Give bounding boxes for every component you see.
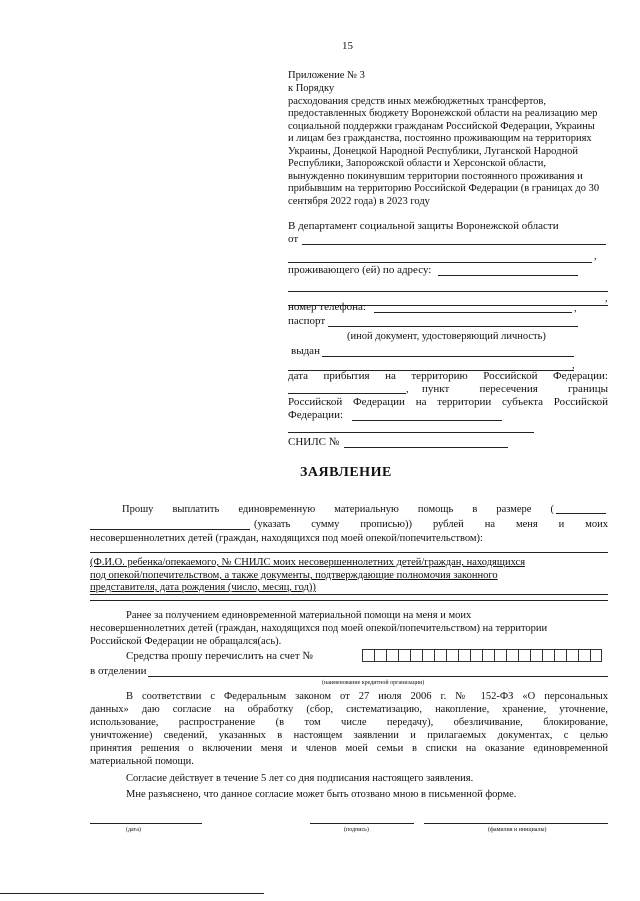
arrival-region-field[interactable] bbox=[352, 420, 502, 421]
passport-field[interactable] bbox=[328, 326, 578, 327]
appendix-line: Приложение № 3 bbox=[288, 70, 365, 81]
appendix-line: сентября 2022 года) в 2023 году bbox=[288, 196, 430, 207]
request-line-2: (указать сумму прописью)) рублей на меня и моих bbox=[254, 519, 608, 530]
account-digit-cell[interactable] bbox=[506, 649, 518, 662]
from-field-2[interactable] bbox=[288, 262, 592, 263]
address-field[interactable] bbox=[438, 275, 578, 276]
date-label: (дата) bbox=[126, 827, 141, 833]
arrival-line-4: Федерации: bbox=[288, 409, 344, 421]
account-digit-cell[interactable] bbox=[530, 649, 542, 662]
phone-label: номер телефона: bbox=[288, 301, 366, 313]
phone-field[interactable] bbox=[374, 312, 572, 313]
account-digit-cell[interactable] bbox=[566, 649, 578, 662]
account-digit-cell[interactable] bbox=[446, 649, 458, 662]
snils-label: СНИЛС № bbox=[288, 436, 340, 448]
children-note-3: представителя, дата рождения (число, месяц, год)) bbox=[90, 582, 316, 593]
account-digit-cell[interactable] bbox=[554, 649, 566, 662]
consent-revocation: Мне разъяснено, что данное согласие может быть отозвано мною в письменной форме. bbox=[126, 789, 517, 800]
other-doc-note: (иной документ, удостоверяющий личность) bbox=[347, 331, 546, 342]
children-field-1[interactable] bbox=[90, 552, 608, 553]
arrival-line-3: Российской Федерации на территории субъекта Российской bbox=[288, 396, 608, 408]
account-digit-cell[interactable] bbox=[362, 649, 374, 662]
consent-line-4: уничтожение) сведений, указанных в настоящем заявлении и прилагаемых документах, с целью bbox=[90, 730, 608, 741]
appendix-line: предоставленных бюджету Воронежской области на реализацию мер bbox=[288, 108, 598, 119]
appendix-line: и лицам без гражданства, постоянно проживающим на территориях bbox=[288, 133, 592, 144]
account-digit-cell[interactable] bbox=[386, 649, 398, 662]
account-digit-cell[interactable] bbox=[482, 649, 494, 662]
account-label: Средства прошу перечислить на счет № bbox=[126, 650, 313, 662]
consent-line-1: В соответствии с Федеральным законом от 27 июля 2006 г. № 152-ФЗ «О персональных bbox=[126, 691, 608, 702]
account-digit-cell[interactable] bbox=[518, 649, 530, 662]
arrival-line-1: дата прибытия на территорию Российской Федерации: bbox=[288, 370, 608, 382]
children-note-1: (Ф.И.О. ребенка/опекаемого, № СНИЛС моих несовершеннолетних детей/граждан, находящихся bbox=[90, 557, 526, 568]
account-digit-cell[interactable] bbox=[578, 649, 590, 662]
passport-label: паспорт bbox=[288, 315, 326, 327]
arrival-region-field-2[interactable] bbox=[288, 432, 534, 433]
page-number: 15 bbox=[342, 40, 353, 52]
appendix-line: вынужденно покинувшим территории постоянного проживания и bbox=[288, 171, 583, 182]
account-digit-cell[interactable] bbox=[410, 649, 422, 662]
from-field[interactable] bbox=[302, 244, 606, 245]
previous-line-3: Российской Федерации не обращался(ась). bbox=[90, 636, 282, 647]
document-page: 15 Приложение № 3 к Порядку расходования средств иных межбюджетных трансфертов, предоставленных бюджету Воронежской области на реализацию мер социальной поддержки гражданам Российской Федерации, Украины и лицам без гражданства, постоянно проживающим на территориях Украины, Донецкой Народной Республики, Луганской Народной Республики, Запорожской области и Херсонской области, вынужденно покинувшим территории постоянного проживания и прибывшим на территорию Российской Федерации (в границах до 30 сентября 2022 года) в 2023 году В департамент социальной защиты Воронежской области от , проживающего (ей) по адресу: , номер телефона: , паспорт (иной документ, удостоверяющий личность) выдан , дата прибытия на территорию Российской Федерации: , пункт пересечения границы Российской Федерации на территории субъекта Российской Федерации: СНИЛС № ЗАЯВЛЕНИЕ Прошу выплатить единовременную материальную помощь в размере ( (указать сумму прописью)) рублей на меня и моих несовершеннолетних детей (граждан, находящихся под моей опекой/попечительством): (Ф.И.О. ребенка/опекаемого, № СНИЛС моих несовершеннолетних детей/граждан, находящихся под опекой/попечительством, а также документы, подтверждающие полномочия законного представителя, дата рождения (число, месяц, год)) Ранее за получением единовременной материальной помощи на меня и моих несовершеннолетних детей (граждан, находящихся под моей опекой/попечительством) на территории Российской Федерации не обращался(ась). Средства прошу перечислить на счет № в отделении (наименование кредитной организации) В соответствии с Федеральным законом от 27 июля 2006 г. № 152-ФЗ «О персональных данных» даю согласие на обработку (сбор, систематизацию, накопление, хранение, уточнение, использование, распространение (в том числе передачу), обезличивание, блокирование, уничтожение) сведений, указанных в настоящем заявлении и прилагаемых документах, с целью принятия решения о включении меня и членов моей семьи в списки на оказание единовременной материальной помощи. Согласие действует в течение 5 лет со дня подписания настоящего заявления. Мне разъяснено, что данное согласие может быть отозвано мною в письменной форме. (дата) (подпись) (фамилия и инициалы) bbox=[0, 0, 640, 901]
appendix-line: Украины, Донецкой Народной Республики, Луганской Народной bbox=[288, 146, 578, 157]
name-field[interactable] bbox=[424, 823, 608, 824]
account-digit-cell[interactable] bbox=[590, 649, 602, 662]
addressee-to: В департамент социальной защиты Воронежской области bbox=[288, 220, 559, 232]
account-digit-cell[interactable] bbox=[374, 649, 386, 662]
consent-line-3: использование, распространение (в том числе передачу), обезличивание, блокирование, bbox=[90, 717, 608, 728]
footnote-divider bbox=[0, 893, 264, 894]
appendix-line: прибывшим на территорию Российской Федерации (в границах до 30 bbox=[288, 183, 600, 194]
arrival-date-field[interactable] bbox=[288, 393, 406, 394]
residing-label: проживающего (ей) по адресу: bbox=[288, 264, 432, 276]
signature-label: (подпись) bbox=[344, 827, 369, 833]
account-digit-cell[interactable] bbox=[422, 649, 434, 662]
bank-note: (наименование кредитной организации) bbox=[322, 680, 425, 686]
consent-line-5: принятия решения о включении меня и членов моей семьи в списки на оказание единовременной bbox=[90, 743, 608, 754]
issued-field[interactable] bbox=[322, 356, 574, 357]
address-field-2[interactable] bbox=[288, 291, 608, 292]
account-digit-cell[interactable] bbox=[434, 649, 446, 662]
branch-field[interactable] bbox=[148, 676, 608, 677]
addressee-from-label: от bbox=[288, 233, 299, 245]
children-field-2[interactable] bbox=[90, 594, 608, 595]
previous-line-1: Ранее за получением единовременной материальной помощи на меня и моих bbox=[126, 610, 472, 621]
document-title: ЗАЯВЛЕНИЕ bbox=[300, 465, 392, 480]
snils-field[interactable] bbox=[344, 447, 508, 448]
appendix-line: расходования средств иных межбюджетных трансфертов, bbox=[288, 96, 546, 107]
name-label: (фамилия и инициалы) bbox=[488, 827, 547, 833]
appendix-line: социальной поддержки гражданам Российской Федерации, Украины bbox=[288, 121, 595, 132]
account-number-cells[interactable] bbox=[362, 649, 602, 662]
consent-validity: Согласие действует в течение 5 лет со дня подписания настоящего заявления. bbox=[126, 773, 474, 784]
date-field[interactable] bbox=[90, 823, 202, 824]
account-digit-cell[interactable] bbox=[458, 649, 470, 662]
request-line-3: несовершеннолетних детей (граждан, находящихся под моей опекой/попечительством): bbox=[90, 533, 483, 544]
amount-words-field[interactable] bbox=[90, 529, 250, 530]
arrival-line-2: пункт пересечения границы bbox=[422, 383, 608, 395]
branch-label: в отделении bbox=[90, 665, 147, 677]
account-digit-cell[interactable] bbox=[398, 649, 410, 662]
children-note-2: под опекой/попечительством, а также документы, подтверждающие полномочия законного bbox=[90, 570, 498, 581]
previous-line-2: несовершеннолетних детей (граждан, находящихся под моей опекой/попечительством) на территории bbox=[90, 623, 548, 634]
account-digit-cell[interactable] bbox=[494, 649, 506, 662]
issued-label: выдан bbox=[291, 345, 320, 357]
appendix-line: к Порядку bbox=[288, 83, 335, 94]
account-digit-cell[interactable] bbox=[542, 649, 554, 662]
consent-line-6: материальной помощи. bbox=[90, 756, 194, 767]
consent-line-2: данных» даю согласие на обработку (сбор, систематизацию, накопление, хранение, уточнение, bbox=[90, 704, 608, 715]
amount-field[interactable] bbox=[556, 513, 606, 514]
appendix-line: Республики, Запорожской области и Херсонской области, bbox=[288, 158, 547, 169]
signature-field[interactable] bbox=[310, 823, 414, 824]
account-digit-cell[interactable] bbox=[470, 649, 482, 662]
request-line-1: Прошу выплатить единовременную материальную помощь в размере ( bbox=[122, 504, 554, 515]
